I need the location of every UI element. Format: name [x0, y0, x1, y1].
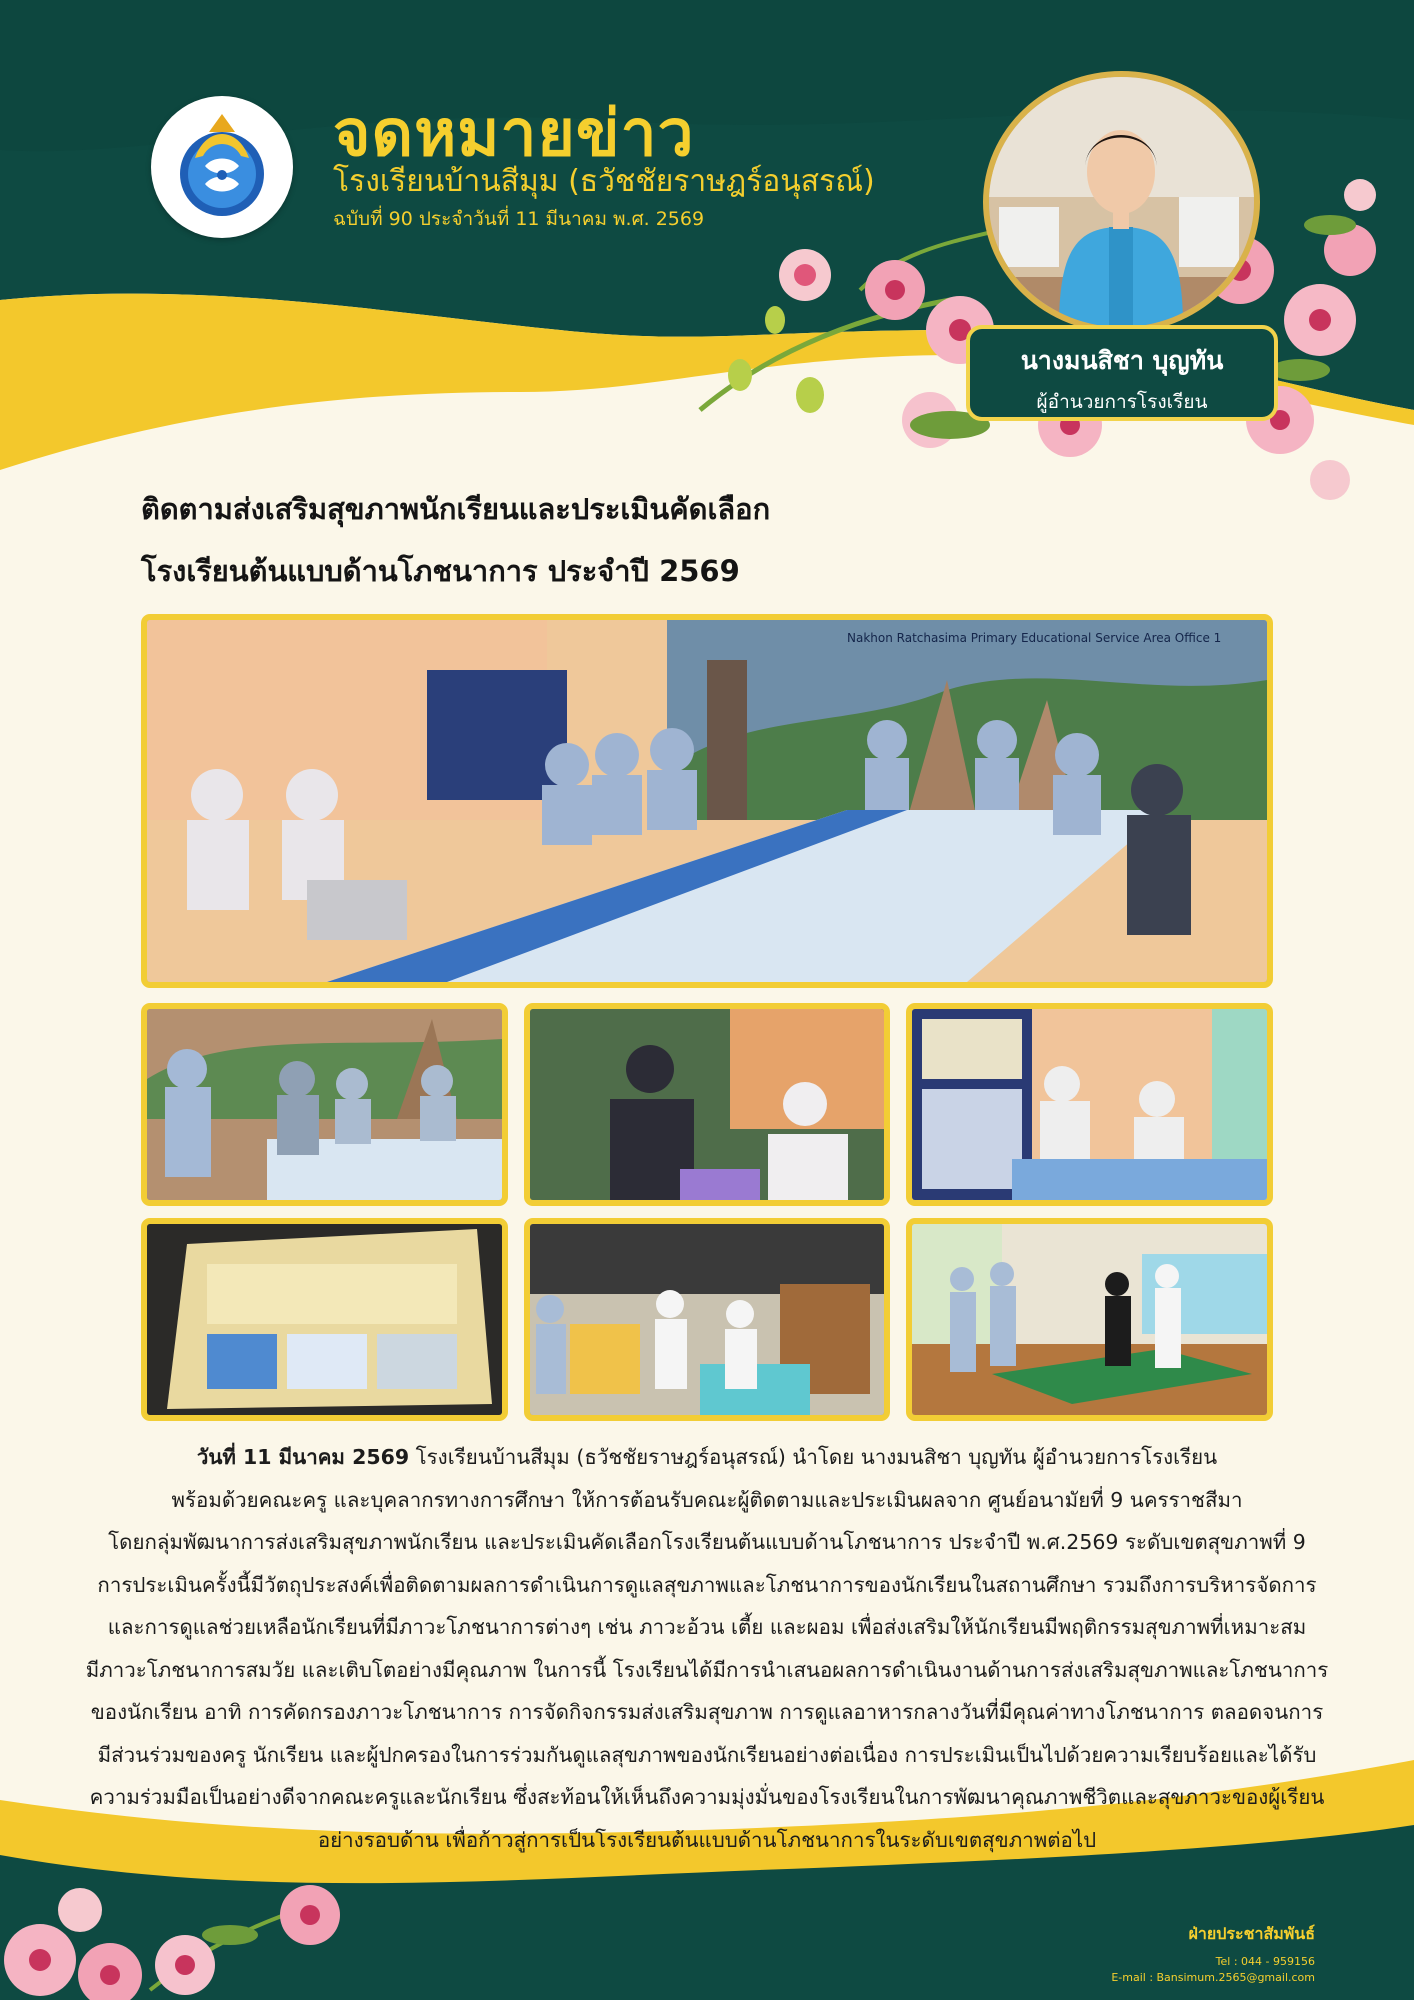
director-name: นางมนสิชา บุญทัน	[1020, 346, 1224, 375]
photo-projector-slide	[141, 1218, 508, 1421]
body-line-9: ความร่วมมือเป็นอย่างดีจากคณะครูและนักเรียน ซึ่งสะท้อนให้เห็นถึงความมุ่งมั่นของโรงเรียนในการพัฒนาคุณภาพชีวิตและสุขภาวะของผู้เรียน	[89, 1785, 1325, 1809]
photo-school-canteen	[524, 1218, 890, 1421]
body-line-4: การประเมินครั้งนี้มีวัตถุประสงค์เพื่อติดตามผลการดำเนินการดูแลสุขภาพและโภชนาการของนักเรียนในสถานศึกษา รวมถึงการบริหารจัดการ	[97, 1572, 1317, 1597]
director-position: ผู้อำนวยการโรงเรียน	[1036, 391, 1208, 413]
body-line-1: วันที่ 11 มีนาคม 2569 โรงเรียนบ้านสีมุม (ธวัชชัยราษฎร์อนุสรณ์) นำโดย นางมนสิชา บุญทัน ผู้อำนวยการโรงเรียน	[196, 1445, 1218, 1469]
photo-school-hall	[906, 1218, 1273, 1421]
footer-phone: Tel : 044 - 959156	[1215, 1955, 1315, 1968]
director-name-plate	[966, 325, 1278, 421]
article-body	[58, 1436, 1356, 1861]
issue-date: ฉบับที่ 90 ประจำวันที่ 11 มีนาคม พ.ศ. 2569	[333, 208, 705, 230]
main-photo-meeting	[141, 614, 1273, 988]
photo-poster-board	[906, 1003, 1273, 1206]
body-line-5: และการดูแลช่วยเหลือนักเรียนที่มีภาวะโภชนาการต่างๆ เช่น ภาวะอ้วน เตี้ย และผอม เพื่อส่งเสริมให้นักเรียนมีพฤติกรรมสุขภาพที่เหมาะสม	[107, 1615, 1307, 1639]
headline-line-1: ติดตามส่งเสริมสุขภาพนักเรียนและประเมินคัดเลือก	[141, 492, 771, 526]
body-line-3: โดยกลุ่มพัฒนาการส่งเสริมสุขภาพนักเรียน และประเมินคัดเลือกโรงเรียนต้นแบบด้านโภชนาการ ประจำปี พ.ศ.2569 ระดับเขตสุขภาพที่ 9	[108, 1530, 1306, 1554]
headline-line-2: โรงเรียนต้นแบบด้านโภชนาการ ประจำปี 2569	[141, 554, 740, 588]
body-line-7: ของนักเรียน อาทิ การคัดกรองภาวะโภชนาการ การจัดกิจกรรมส่งเสริมสุขภาพ การดูแลอาหารกลางวันที่มีคุณค่าทางโภชนาการ ตลอดจนการ	[90, 1700, 1324, 1724]
body-line-2: พร้อมด้วยคณะครู และบุคลากรทางการศึกษา ให้การต้อนรับคณะผู้ติดตามและประเมินผลจาก ศูนย์อนามัยที่ 9 นครราชสีมา	[171, 1487, 1243, 1512]
school-name: โรงเรียนบ้านสีมุม (ธวัชชัยราษฎร์อนุสรณ์)	[333, 164, 875, 199]
newsletter-title: จดหมายข่าว	[333, 97, 695, 171]
footer-department: ฝ่ายประชาสัมพันธ์	[1188, 1924, 1315, 1943]
body-lead-date: วันที่ 11 มีนาคม 2569	[196, 1445, 410, 1469]
body-line-6: มีภาวะโภชนาการสมวัย และเติบโตอย่างมีคุณภาพ ในการนี้ โรงเรียนได้มีการนำเสนอผลการดำเนินงานด้านการส่งเสริมสุขภาพและโภชนาการ	[85, 1657, 1329, 1682]
director-photo	[983, 71, 1260, 333]
footer-email: E-mail : Bansimum.2565@gmail.com	[1111, 1971, 1315, 1984]
banner-text: Nakhon Ratchasima Primary Educational Service Area Office 1	[847, 631, 1222, 645]
school-logo	[151, 96, 293, 238]
photo-committee	[141, 1003, 508, 1206]
body-line-8: มีส่วนร่วมของครู นักเรียน และผู้ปกครองในการร่วมกันดูแลสุขภาพของนักเรียนอย่างต่อเนื่อง การประเมินเป็นไปด้วยความเรียบร้อยและได้รับ	[97, 1742, 1317, 1767]
photo-presenter	[524, 1003, 890, 1206]
body-line-10: อย่างรอบด้าน เพื่อก้าวสู่การเป็นโรงเรียนต้นแบบด้านโภชนาการในระดับเขตสุขภาพต่อไป	[317, 1827, 1097, 1852]
